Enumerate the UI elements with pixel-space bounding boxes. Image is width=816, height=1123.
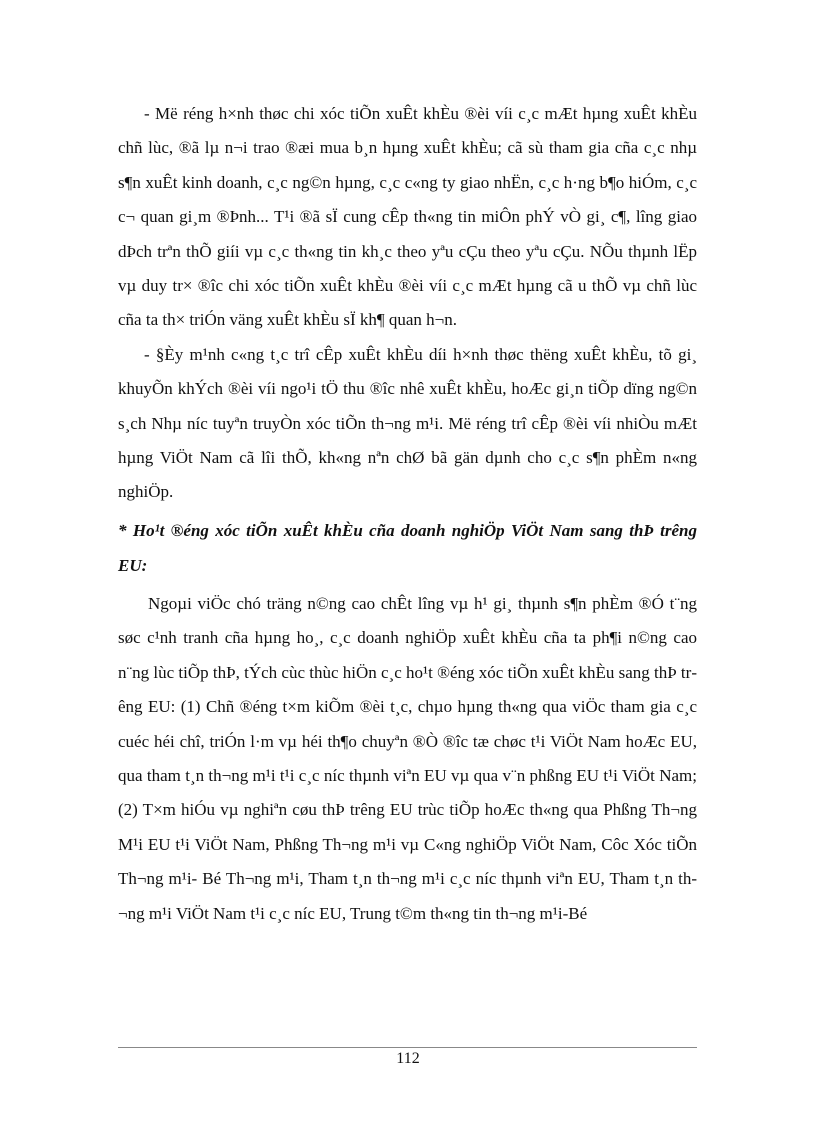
paragraph-export-promotion-fairs: - Më réng h×nh thøc chi xóc tiÕn xuÊt khÈu ®èi víi c¸c mÆt hµng xuÊt khÈu chñ lùc, ®ã lµ n¬i trao ®æi mua b¸n hµng xuÊt khÈu; cã sù tham gia cña c¸c nhµ s¶n xuÊt kinh doanh, c¸c ng©n hµng, c¸c c«ng ty giao nhËn, c¸c h·ng b¶o hiÓm, c¸c c¬ quan gi¸m ®Þnh... T¹i ®ã sÏ cung cÊp th«ng tin miÔn phÝ vÒ gi¸ c¶, lîng giao dÞch trªn thÕ giíi vµ c¸c th«ng tin kh¸c theo yªu cÇu theo yªu cÇu. NÕu thµnh lËp vµ duy tr× ®îc chi xóc tiÕn xuÊt khÈu ®èi víi c¸c mÆt hµng cã u thÕ vµ chñ lùc cña ta th× triÓn väng xuÊt khÈu sÏ kh¶ quan h¬n. (118, 104, 697, 330)
page-body (118, 97, 697, 931)
paragraph-export-subsidies: - §Èy m¹nh c«ng t¸c trî cÊp xuÊt khÈu díi h×nh thøc thëng xuÊt khÈu, tõ gi¸ khuyÕn khÝch ®èi víi ngo¹i tÖ thu ®îc nhê xuÊt khÈu, hoÆc gi¸n tiÕp dïng ng©n s¸ch Nhµ níc tuyªn truyÒn xóc tiÕn th¬ng m¹i. Më réng trî cÊp ®èi víi nhiÒu mÆt hµng ViÖt Nam cã lîi thÕ, kh«ng nªn chØ bã gän dµnh cho c¸c s¶n phÈm n«ng nghiÖp. (118, 344, 697, 502)
paragraph-enterprise-activities: Ngoµi viÖc chó träng n©ng cao chÊt lîng vµ h¹ gi¸ thµnh s¶n phÈm ®Ó t¨ng søc c¹nh tranh cña hµng ho¸, c¸c doanh nghiÖp xuÊt khÈu cña ta ph¶i n©ng cao n¨ng lùc tiÕp thÞ, tÝch cùc thùc hiÖn c¸c ho¹t ®éng xóc tiÕn xuÊt khÈu sang thÞ trêng EU: (1) Chñ ®éng t×m kiÕm ®èi t¸c, chµo hµng th«ng qua viÖc tham gia c¸c cuéc héi chî, triÓn l·m vµ héi th¶o chuyªn ®Ò ®îc tæ chøc t¹i ViÖt Nam hoÆc EU, qua tham t¸n th¬ng m¹i t¹i c¸c níc thµnh viªn EU vµ qua v¨n phßng EU t¹i ViÖt Nam; (2) T×m hiÓu vµ nghiªn cøu thÞ trêng EU trùc tiÕp hoÆc th«ng qua Phßng Th¬ng M¹i EU t¹i ViÖt Nam, Phßng Th¬ng m¹i vµ C«ng nghiÖp ViÖt Nam, Côc Xóc tiÕn Th¬ng m¹i- Bé Th¬ng m¹i, Tham t¸n th¬ng m¹i c¸c níc thµnh viªn EU, Tham t¸n th¬ng m¹i ViÖt Nam t¹i c¸c níc EU, Trung t©m th«ng tin th¬ng m¹i-Bé (118, 593, 697, 923)
page-number: 112 (396, 1050, 420, 1067)
footer-divider (118, 1047, 697, 1048)
section-heading: * Ho¹t ®éng xóc tiÕn xuÊt khÈu cña doanh nghiÖp ViÖt Nam sang thÞ trêng EU: (118, 520, 697, 575)
